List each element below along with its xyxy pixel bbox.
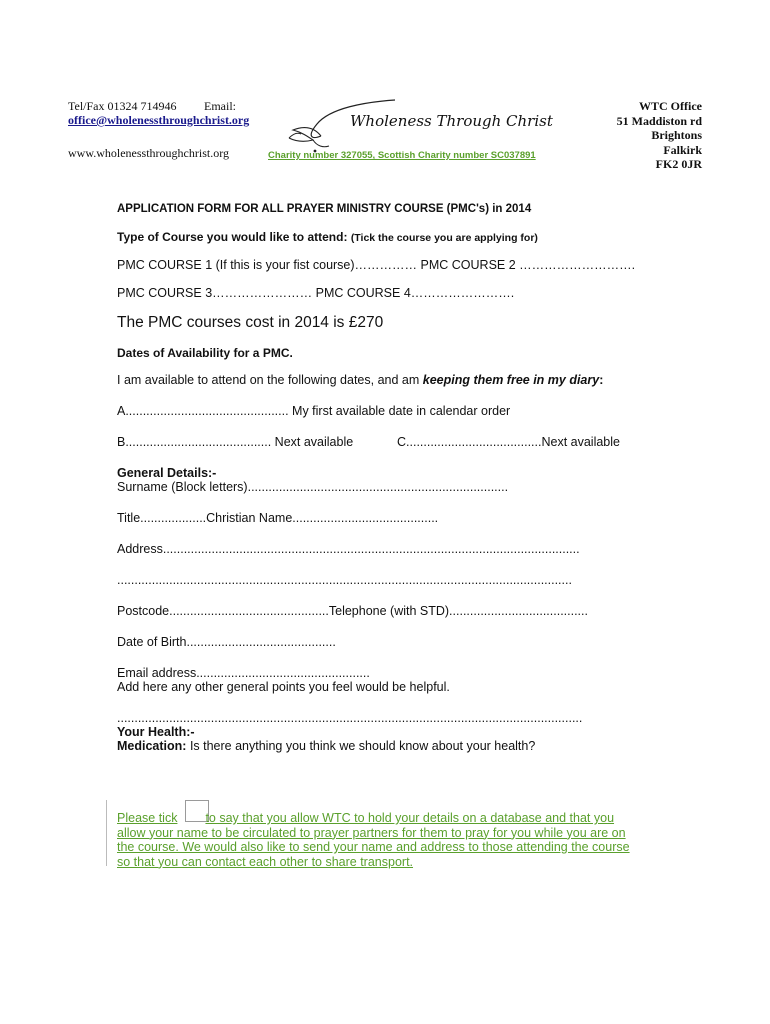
header-email-label: Email: [204, 99, 236, 113]
course-type-heading: Type of Course you would like to attend: [117, 230, 348, 244]
title-name-field[interactable]: Title...................Christian Name.......................................... [117, 511, 439, 525]
course-row-1[interactable]: PMC COURSE 1 (If this is your fist course)…………… PMC COURSE 2 ………………………. [117, 258, 636, 272]
consent-margin-line [106, 800, 107, 866]
date-c-field[interactable]: C.......................................Next available [397, 435, 620, 449]
charity-number: Charity number 327055, Scottish Charity number SC037891 [268, 150, 536, 161]
office-line: 51 Maddiston rd [616, 113, 702, 128]
availability-colon: : [599, 373, 604, 387]
medication-row [117, 739, 535, 753]
availability-emphasis: keeping them free in my diary [422, 373, 600, 387]
surname-field[interactable]: Surname (Block letters)........................................................................... [117, 480, 509, 494]
dates-heading: Dates of Availability for a PMC. [117, 346, 293, 360]
general-details-heading: General Details:- [117, 466, 217, 480]
office-line: FK2 0JR [655, 157, 702, 171]
other-points-field[interactable]: ...................................................................................................................................... [117, 711, 583, 725]
course-type-row [117, 230, 538, 244]
date-b-field[interactable]: B.......................................... Next available [117, 435, 354, 449]
address-line-2-field[interactable]: ................................................................................................................................... [117, 573, 572, 587]
website-text: www.wholenessthroughchrist.org [68, 146, 229, 160]
office-address [617, 99, 702, 172]
email-link[interactable]: office@wholenessthroughchrist.org [68, 113, 250, 127]
postcode-telephone-field[interactable]: Postcode..............................................Telephone (with STD)........................................ [117, 604, 588, 618]
address-field[interactable]: Address........................................................................................................................ [117, 542, 580, 556]
dob-field[interactable]: Date of Birth........................................... [117, 635, 336, 649]
consent-line-3: the course. We would also like to send your name and address to those attending the course [117, 840, 630, 854]
logo-text: Wholeness Through Christ [350, 112, 553, 130]
office-line: Brightons [651, 128, 702, 142]
health-heading: Your Health:- [117, 725, 195, 739]
consent-line-1 [117, 811, 630, 826]
consent-line-2: allow your name to be circulated to prayer partners for them to pray for you while you are on [117, 825, 626, 840]
medication-question: Is there anything you think we should know about your health? [189, 739, 536, 753]
header-tel: Tel/Fax 01324 714946 [68, 99, 177, 113]
course-cost: The PMC courses cost in 2014 is £270 [117, 314, 384, 331]
medication-label: Medication: [117, 739, 187, 753]
office-line: Falkirk [663, 142, 702, 157]
consent-line-1-rest: to say that you allow WTC to hold your details on a database and that you [205, 811, 615, 825]
office-line: WTC Office [639, 99, 702, 113]
other-points-label: Add here any other general points you feel would be helpful. [117, 680, 450, 694]
availability-lead: I am available to attend on the following dates, and am [117, 373, 423, 387]
email-address-field[interactable]: Email address.................................................. [117, 666, 370, 680]
course-row-2[interactable]: PMC COURSE 3…………………… PMC COURSE 4……………………. [117, 286, 515, 300]
course-type-note: (Tick the course you are applying for) [350, 232, 538, 244]
form-title: APPLICATION FORM FOR ALL PRAYER MINISTRY COURSE (PMC's) in 2014 [117, 203, 532, 215]
consent-text [117, 811, 630, 869]
date-a-field[interactable]: A............................................... My first available date in calendar order [117, 404, 511, 418]
consent-line-4: so that you can contact each other to share transport. [117, 854, 414, 869]
availability-text [117, 373, 603, 387]
consent-please-tick: Please tick [117, 811, 178, 825]
